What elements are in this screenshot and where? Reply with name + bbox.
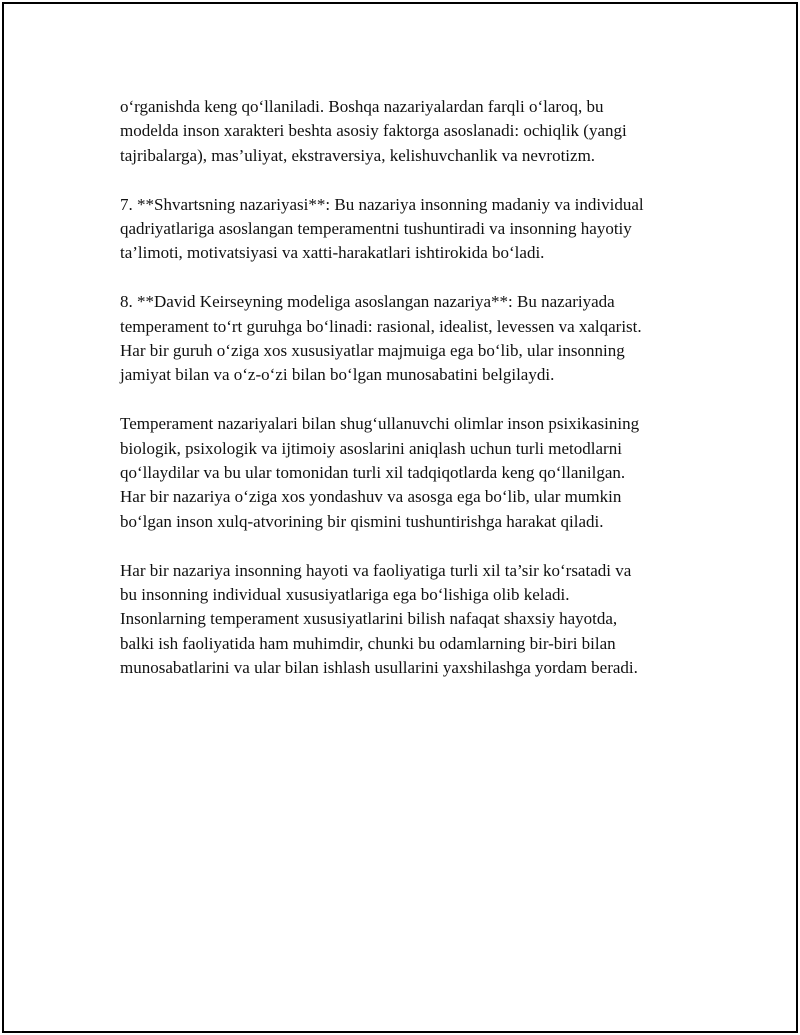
text-line: 8. **David Keirseyning modeliga asoslangan nazariya**: Bu nazariyada	[120, 292, 615, 312]
paragraph-item-8-keirsey	[120, 290, 710, 388]
text-line: Temperament nazariyalari bilan shug‘ullanuvchi olimlar inson psixikasining	[120, 414, 640, 434]
text-line: balki ish faoliyatida ham muhimdir, chunki bu odamlarning bir-biri bilan	[120, 633, 616, 653]
document-body	[120, 95, 710, 705]
paragraph-temperament-scientists	[120, 412, 710, 534]
text-line: modelda inson xarakteri beshta asosiy faktorga asoslanadi: ochiqlik (yangi	[120, 121, 627, 141]
text-line: qadriyatlariga asoslangan temperamentni tushuntiradi va insonning hayotiy	[120, 219, 632, 239]
text-line: temperament to‘rt guruhga bo‘linadi: rasional, idealist, levessen va xalqarist.	[120, 316, 642, 336]
text-line: Har bir nazariya insonning hayoti va faoliyatiga turli xil ta’sir ko‘rsatadi va	[120, 560, 632, 580]
text-line: jamiyat bilan va o‘z-o‘zi bilan bo‘lgan munosabatini belgilaydi.	[120, 365, 555, 385]
text-line: o‘rganishda keng qo‘llaniladi. Boshqa nazariyalardan farqli o‘laroq, bu	[120, 97, 604, 116]
text-line: bo‘lgan inson xulq-atvorining bir qismini tushuntirishga harakat qiladi.	[120, 511, 604, 531]
paragraph-big-five-continuation	[120, 95, 710, 168]
text-line: Insonlarning temperament xususiyatlarini bilish nafaqat shaxsiy hayotda,	[120, 609, 618, 629]
page-frame	[2, 2, 798, 1033]
text-line: munosabatlarini va ular bilan ishlash usullarini yaxshilashga yordam beradi.	[120, 658, 638, 678]
text-line: 7. **Shvartsning nazariyasi**: Bu nazariya insonning madaniy va individual	[120, 194, 644, 214]
paragraph-item-7-schwartz	[120, 193, 710, 266]
text-line: Har bir guruh o‘ziga xos xususiyatlar majmuiga ega bo‘lib, ular insonning	[120, 341, 625, 361]
text-line: tajribalarga), mas’uliyat, ekstraversiya, kelishuvchanlik va nevrotizm.	[120, 145, 596, 165]
text-line: Har bir nazariya o‘ziga xos yondashuv va asosga ega bo‘lib, ular mumkin	[120, 487, 622, 507]
text-line: bu insonning individual xususiyatlariga ega bo‘lishiga olib keladi.	[120, 585, 570, 605]
paragraph-conclusion	[120, 559, 710, 681]
text-line: ta’limoti, motivatsiyasi va xatti-harakatlari ishtirokida bo‘ladi.	[120, 243, 545, 263]
text-line: qo‘llaydilar va bu ular tomonidan turli xil tadqiqotlarda keng qo‘llanilgan.	[120, 463, 626, 483]
text-line: biologik, psixologik va ijtimoiy asoslarini aniqlash uchun turli metodlarni	[120, 438, 622, 458]
